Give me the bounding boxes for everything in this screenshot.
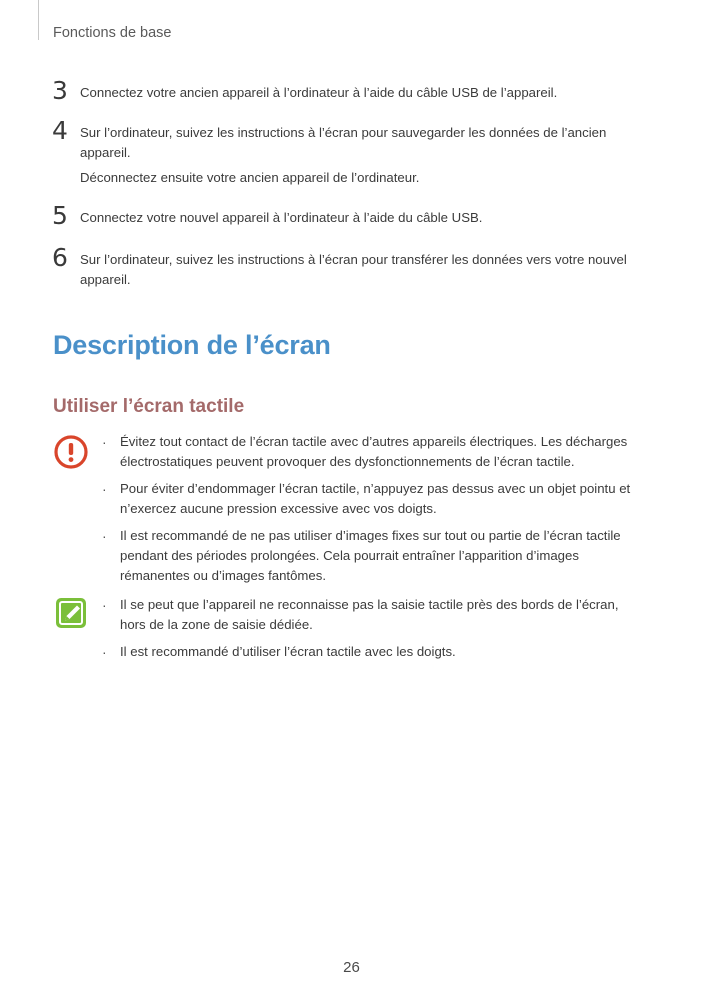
step-text: Sur l’ordinateur, suivez les instructions à l’écran pour sauvegarder les données de l’ancien appareil.	[80, 125, 607, 160]
running-header: Fonctions de base	[53, 25, 172, 41]
list-item: · Il se peut que l’appareil ne reconnaisse pas la saisie tactile près des bords de l’écran, hors de la zone de saisie dédiée.	[100, 595, 645, 635]
step-extra-text: Déconnectez ensuite votre ancien appareil de l’ordinateur.	[80, 170, 420, 185]
page-number: 26	[343, 959, 360, 976]
step-text: Connectez votre nouvel appareil à l’ordinateur à l’aide du câble USB.	[80, 210, 483, 225]
step-number: 4	[52, 116, 68, 145]
step-number: 6	[52, 243, 68, 272]
step-number: 3	[52, 76, 68, 105]
list-item: · Il est recommandé d’utiliser l’écran tactile avec les doigts.	[100, 642, 645, 662]
note-icon	[54, 596, 88, 635]
subsection-title: Utiliser l’écran tactile	[53, 396, 245, 417]
list-item: · Pour éviter d’endommager l’écran tactile, n’appuyez pas dessus avec un objet pointu et n’exercez aucune pression excessive avec vos doigts.	[100, 479, 645, 519]
step-text: Connectez votre ancien appareil à l’ordinateur à l’aide du câble USB de l’appareil.	[80, 85, 558, 100]
caution-icon	[54, 435, 88, 474]
list-item: · Évitez tout contact de l’écran tactile avec d’autres appareils électriques. Les décharges électrostatiques peuvent provoquer des dysfonctionnements de l’écran tactile.	[100, 432, 645, 472]
header-divider	[38, 0, 39, 40]
step-number: 5	[52, 201, 68, 230]
list-item: · Il est recommandé de ne pas utiliser d’images fixes sur tout ou partie de l’écran tactile pendant des périodes prolongées. Cela pourrait entraîner l’apparition d’images rémanentes ou d’images fantômes.	[100, 526, 645, 586]
section-title: Description de l’écran	[53, 330, 331, 360]
step-text: Sur l’ordinateur, suivez les instructions à l’écran pour transférer les données vers votre nouvel appareil.	[80, 252, 627, 287]
caution-list	[100, 432, 645, 593]
note-list	[100, 595, 645, 669]
